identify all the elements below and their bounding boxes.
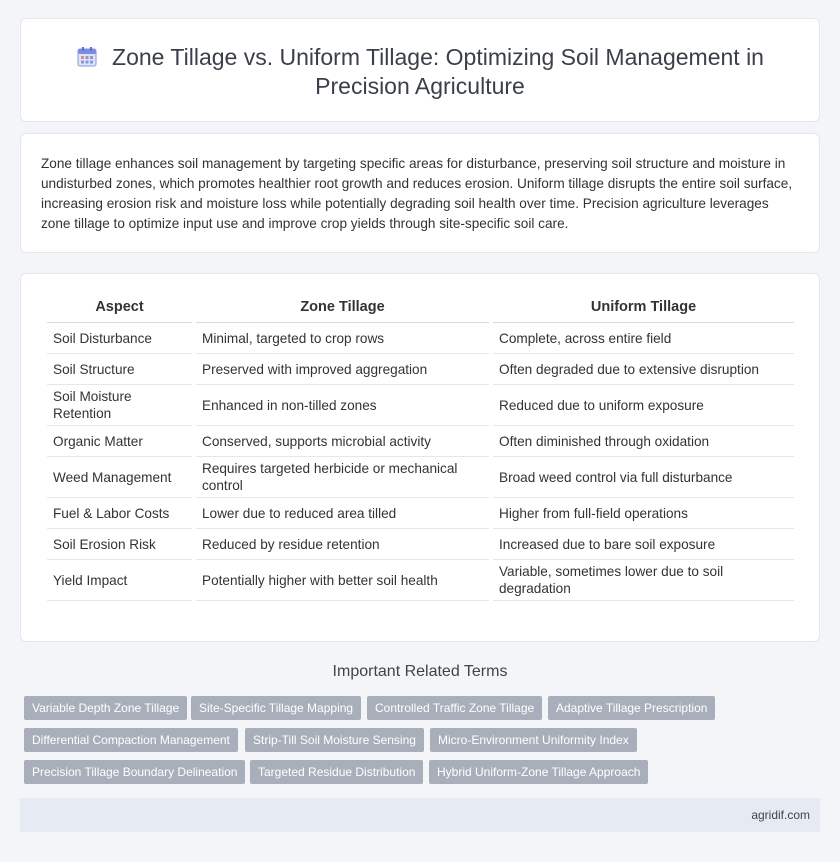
related-terms-heading: Important Related Terms bbox=[332, 663, 508, 680]
row-aspect: Organic Matter bbox=[47, 426, 192, 457]
comparison-card bbox=[20, 273, 820, 642]
calendar-icon bbox=[76, 46, 98, 68]
header-aspect: Aspect bbox=[47, 292, 192, 323]
header-zone-tillage: Zone Tillage bbox=[196, 292, 489, 323]
header-uniform-tillage: Uniform Tillage bbox=[493, 292, 794, 323]
intro-card bbox=[20, 133, 820, 253]
row-uniform: Variable, sometimes lower due to soil degradation bbox=[493, 560, 794, 601]
table-row bbox=[47, 354, 794, 385]
row-uniform: Increased due to bare soil exposure bbox=[493, 529, 794, 560]
related-term-tag[interactable]: Adaptive Tillage Prescription bbox=[548, 696, 715, 720]
row-zone: Conserved, supports microbial activity bbox=[196, 426, 489, 457]
related-term-tag[interactable]: Differential Compaction Management bbox=[24, 728, 238, 752]
row-zone: Minimal, targeted to crop rows bbox=[196, 323, 489, 354]
table-row bbox=[47, 426, 794, 457]
row-zone: Preserved with improved aggregation bbox=[196, 354, 489, 385]
related-term-tag[interactable]: Site-Specific Tillage Mapping bbox=[191, 696, 361, 720]
page-title: Zone Tillage vs. Uniform Tillage: Optimizing Soil Management in Precision Agriculture bbox=[112, 44, 764, 99]
related-term-tag[interactable]: Precision Tillage Boundary Delineation bbox=[24, 760, 245, 784]
row-uniform: Complete, across entire field bbox=[493, 323, 794, 354]
row-aspect: Soil Disturbance bbox=[47, 323, 192, 354]
title-card bbox=[20, 18, 820, 122]
related-term-tag[interactable]: Micro-Environment Uniformity Index bbox=[430, 728, 637, 752]
row-zone: Enhanced in non-tilled zones bbox=[196, 385, 489, 426]
title-wrap bbox=[51, 43, 789, 101]
footer-bar bbox=[20, 798, 820, 832]
row-uniform: Reduced due to uniform exposure bbox=[493, 385, 794, 426]
intro-paragraph: Zone tillage enhances soil management by targeting specific areas for disturbance, preserving soil structure and moisture in undisturbed zones, which promotes healthier root growth and reduces erosion. Uniform tillage disrupts the entire soil surface, increasing erosion risk and moisture loss while potentially degrading soil health over time. Precision agriculture leverages zone tillage to optimize input use and improve crop yields through site-specific soil care. bbox=[41, 156, 793, 231]
row-zone: Lower due to reduced area tilled bbox=[196, 498, 489, 529]
row-aspect: Soil Erosion Risk bbox=[47, 529, 192, 560]
row-uniform: Often degraded due to extensive disruption bbox=[493, 354, 794, 385]
row-aspect: Weed Management bbox=[47, 457, 192, 498]
related-term-tag[interactable]: Controlled Traffic Zone Tillage bbox=[367, 696, 542, 720]
footer-site-link[interactable]: agridif.com bbox=[751, 808, 810, 822]
related-term-tag[interactable]: Variable Depth Zone Tillage bbox=[24, 696, 187, 720]
row-zone: Potentially higher with better soil health bbox=[196, 560, 489, 601]
related-term-tag[interactable]: Hybrid Uniform-Zone Tillage Approach bbox=[429, 760, 648, 784]
row-zone: Requires targeted herbicide or mechanical control bbox=[196, 457, 489, 498]
row-zone: Reduced by residue retention bbox=[196, 529, 489, 560]
table-row bbox=[47, 498, 794, 529]
table-row bbox=[47, 457, 794, 498]
table-header-row bbox=[47, 292, 794, 323]
table-row bbox=[47, 560, 794, 601]
row-aspect: Soil Structure bbox=[47, 354, 192, 385]
related-term-tag[interactable]: Targeted Residue Distribution bbox=[250, 760, 423, 784]
comparison-table bbox=[43, 292, 798, 601]
table-row bbox=[47, 529, 794, 560]
row-uniform: Often diminished through oxidation bbox=[493, 426, 794, 457]
row-aspect: Soil Moisture Retention bbox=[47, 385, 192, 426]
related-term-tag[interactable]: Strip-Till Soil Moisture Sensing bbox=[245, 728, 424, 752]
table-row bbox=[47, 385, 794, 426]
row-aspect: Yield Impact bbox=[47, 560, 192, 601]
row-uniform: Higher from full-field operations bbox=[493, 498, 794, 529]
row-aspect: Fuel & Labor Costs bbox=[47, 498, 192, 529]
table-row bbox=[47, 323, 794, 354]
row-uniform: Broad weed control via full disturbance bbox=[493, 457, 794, 498]
